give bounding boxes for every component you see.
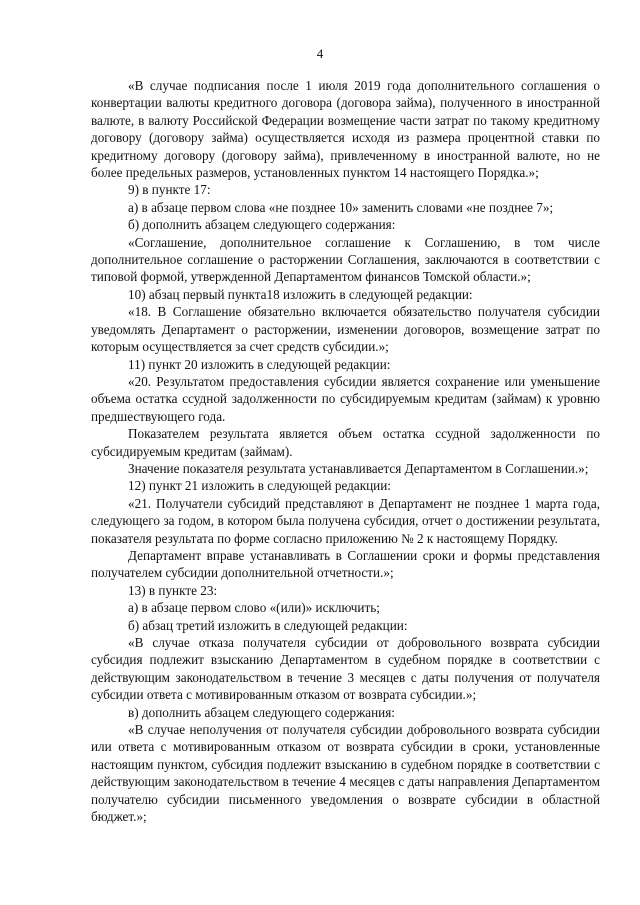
paragraph: 12) пункт 21 изложить в следующей редакции: (128, 478, 391, 494)
paragraph: «18. В Соглашение обязательно включается обязательство получателя субсидии уведомлять Департамент о расторжении, изменении договоров, возмещение затрат по которым осуществляется за счет средств субсидии.»; (91, 304, 600, 355)
paragraph: а) в абзаце первом слова «не позднее 10» заменить словами «не позднее 7»; (128, 199, 554, 215)
page-number: 4 (316, 46, 324, 61)
paragraph: Департамент вправе устанавливать в Соглашении сроки и формы представления получателем субсидии дополнительной отчетности.»; (91, 547, 600, 581)
paragraph: в) дополнить абзацем следующего содержания: (128, 704, 395, 720)
paragraph: б) абзац третий изложить в следующей редакции: (128, 617, 408, 633)
paragraph: 13) в пункте 23: (128, 582, 218, 598)
paragraph: а) в абзаце первом слово «(или)» исключить; (128, 600, 380, 616)
paragraph: Значение показателя результата устанавливается Департаментом в Соглашении.»; (128, 460, 589, 476)
paragraph: 10) абзац первый пункта18 изложить в следующей редакции: (128, 286, 473, 302)
paragraph: «В случае неполучения от получателя субсидии добровольного возврата субсидии или ответа с мотивированным отказом от возврата субсидии в сроки, установленные настоящим пунктом, субсидия подлежит взысканию в судебном порядке в соответствии с действующим законодательством в течение 4 месяцев с даты направления Департаментом получателю субсидии письменного уведомления о возврате субсидии в областной бюджет.»; (91, 722, 600, 825)
paragraph: «20. Результатом предоставления субсидии является сохранение или уменьшение объема остатка ссудной задолженности по субсидируемым кредитам (займам) к уровню предшествующего года. (91, 373, 600, 424)
paragraph: б) дополнить абзацем следующего содержания: (128, 217, 396, 233)
paragraph: Показателем результата является объем остатка ссудной задолженности по субсидируемым кредитам (займам). (91, 426, 600, 459)
paragraph: «В случае отказа получателя субсидии от добровольного возврата субсидии субсидия подлежит взысканию Департаментом в судебном порядке в соответствии с действующим законодательством в течение 3 месяцев с даты получения от получателя субсидии ответа с мотивированным отказом от возврата субсидии.»; (91, 635, 600, 703)
paragraph: «21. Получатели субсидий представляют в Департамент не позднее 1 марта года, следующего за годом, в котором была получена субсидия, отчет о достижении результата, показателя результата по форме согласно приложению № 2 к настоящему Порядку. (91, 495, 600, 546)
paragraph: 9) в пункте 17: (128, 182, 211, 198)
document-body (91, 77, 600, 825)
paragraph: 11) пункт 20 изложить в следующей редакции: (128, 356, 391, 372)
paragraph: «Соглашение, дополнительное соглашение к Соглашению, в том числе дополнительное соглашение о расторжении Соглашения, заключаются в соответствии с типовой формой, утвержденной Департаментом финансов Томской области.»; (91, 234, 600, 285)
paragraph: «В случае подписания после 1 июля 2019 года дополнительного соглашения о конвертации валюты кредитного договора (договора займа), полученного в иностранной валюте, в валюту Российской Федерации возмещение части затрат по такому кредитному договору (договору займа) осуществляется исходя из размера процентной ставки по кредитному договору (договору займа), привлеченному в иностранной валюте, но не более предельных размеров, установленных пунктом 14 настоящего Порядка.»; (91, 78, 600, 181)
